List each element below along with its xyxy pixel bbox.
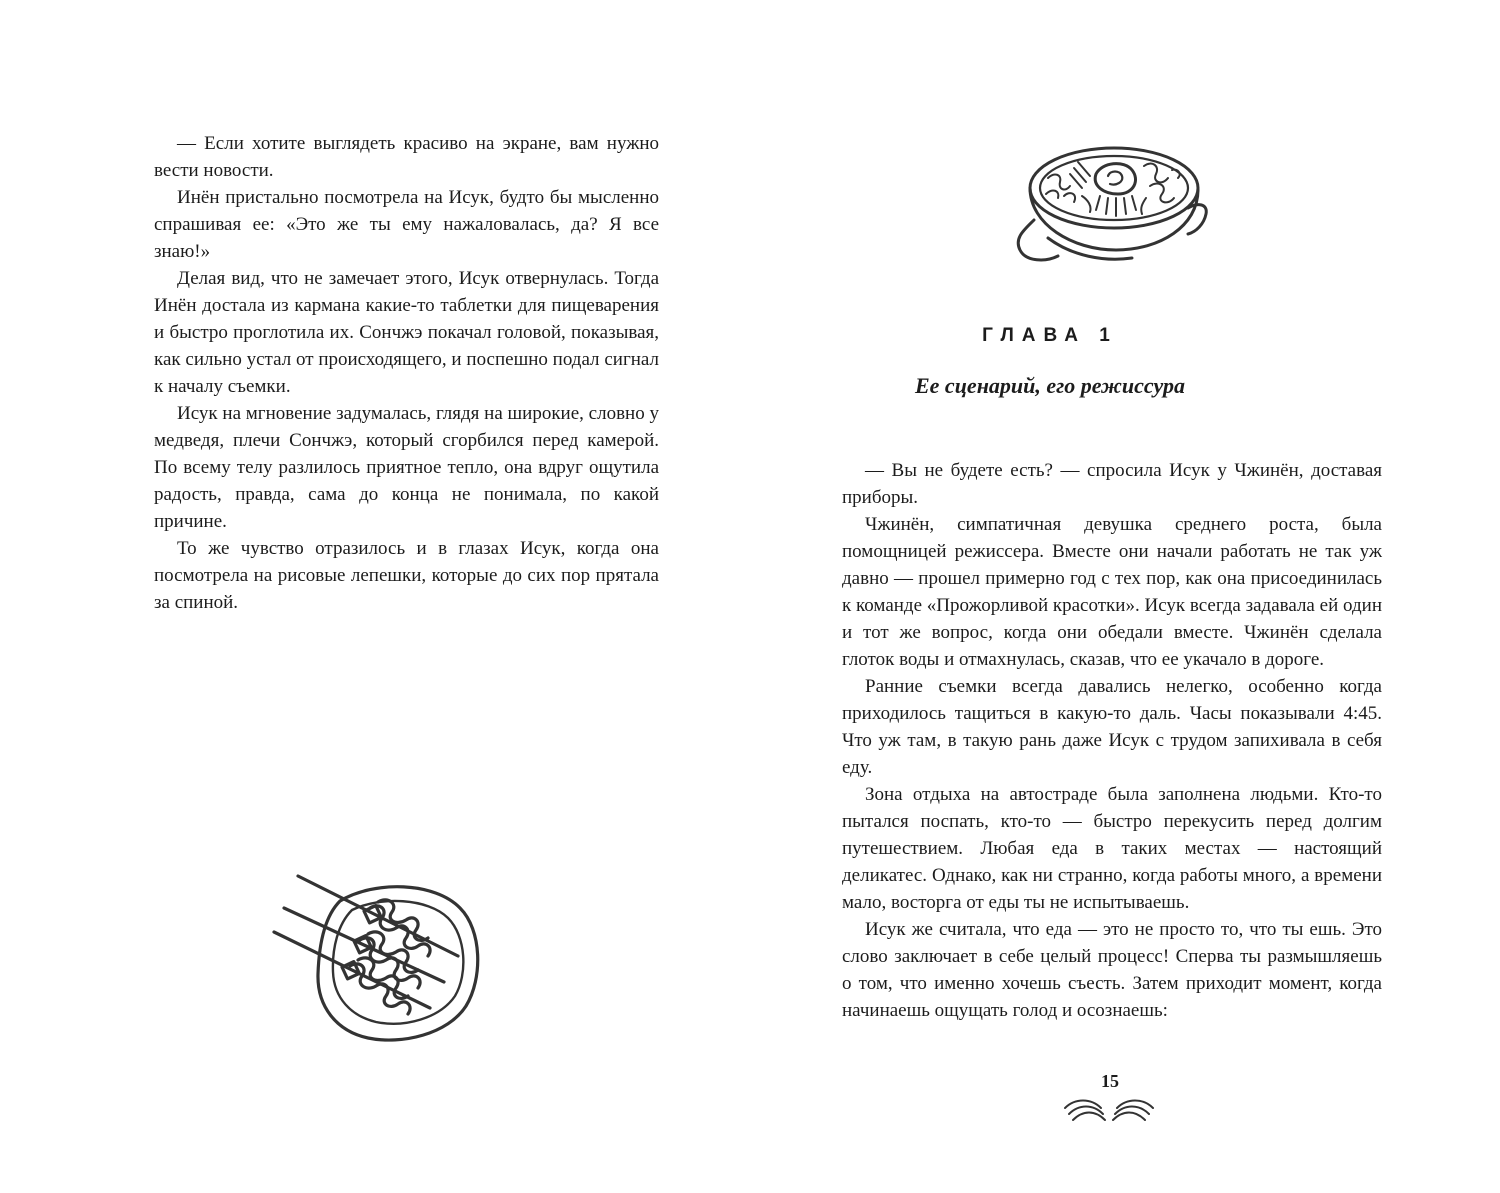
paragraph: Зона отдыха на автостраде была заполнена людьми. Кто-то пытался поспать, кто-то — быстро перекусить перед долгим путешествием. Любая еда в таких местах — настоящий деликатес. Однако, как ни странно, когда работы много, а времени мало, восторга от еды ты не испытываешь. [842, 784, 1382, 913]
right-page [750, 0, 1500, 1193]
bibimbap-bowl-icon [1012, 138, 1212, 276]
chapter-title: Ее сценарий, его режиссура [914, 373, 1186, 398]
paragraph: Делая вид, что не замечает этого, Исук отвернулась. Тогда Инён достала из кармана какие-то таблетки для пищеварения и быстро проглотила их. Сончжэ покачал головой, показывая, как сильно устал от происходящего, и поспешно подал сигнал к началу съемки. [154, 268, 659, 397]
paragraph: Ранние съемки всегда давались нелегко, особенно когда приходилось тащиться в какую-то даль. Часы показывали 4:45. Что уж там, в такую рань даже Исук с трудом запихивала в себя еду. [842, 676, 1382, 778]
paragraph: Инён пристально посмотрела на Исук, будто бы мысленно спрашивая ее: «Это же ты ему нажаловалась, да? Я все знаю!» [154, 187, 659, 262]
chapter-label: ГЛАВА 1 [982, 325, 1118, 346]
wave-ornament-icon [1061, 1094, 1157, 1124]
left-page-text [154, 130, 659, 616]
page-number: 15 [1101, 1071, 1119, 1091]
paragraph: — Если хотите выглядеть красиво на экране, вам нужно вести новости. [154, 133, 659, 181]
paragraph: То же чувство отразилось и в глазах Исук, когда она посмотрела на рисовые лепешки, которые до сих пор прятала за спиной. [154, 538, 659, 613]
paragraph: Исук же считала, что еда — это не просто то, что ты ешь. Это слово заключает в себе целый процесс! Сперва ты размышляешь о том, что именно хочешь съесть. Затем приходит момент, когда начинаешь ощущать голод и осознаешь: [842, 919, 1382, 1021]
right-page-text [842, 457, 1382, 1024]
skewers-plate-icon [270, 868, 485, 1043]
paragraph: Исук на мгновение задумалась, глядя на широкие, словно у медведя, плечи Сончжэ, который сгорбился перед камерой. По всему телу разлилось приятное тепло, она вдруг ощутила радость, правда, сама до конца не понимала, по какой причине. [154, 403, 659, 532]
paragraph: — Вы не будете есть? — спросила Исук у Чжинён, доставая приборы. [842, 460, 1382, 508]
paragraph: Чжинён, симпатичная девушка среднего роста, была помощницей режиссера. Вместе они начали работать не так уж давно — прошел примерно год с тех пор, как она присоединилась к команде «Прожорливой красотки». Исук всегда задавала ей один и тот же вопрос, когда они обедали вместе. Чжинён сделала глоток воды и отмахнулась, сказав, что ее укачало в дороге. [842, 514, 1382, 670]
